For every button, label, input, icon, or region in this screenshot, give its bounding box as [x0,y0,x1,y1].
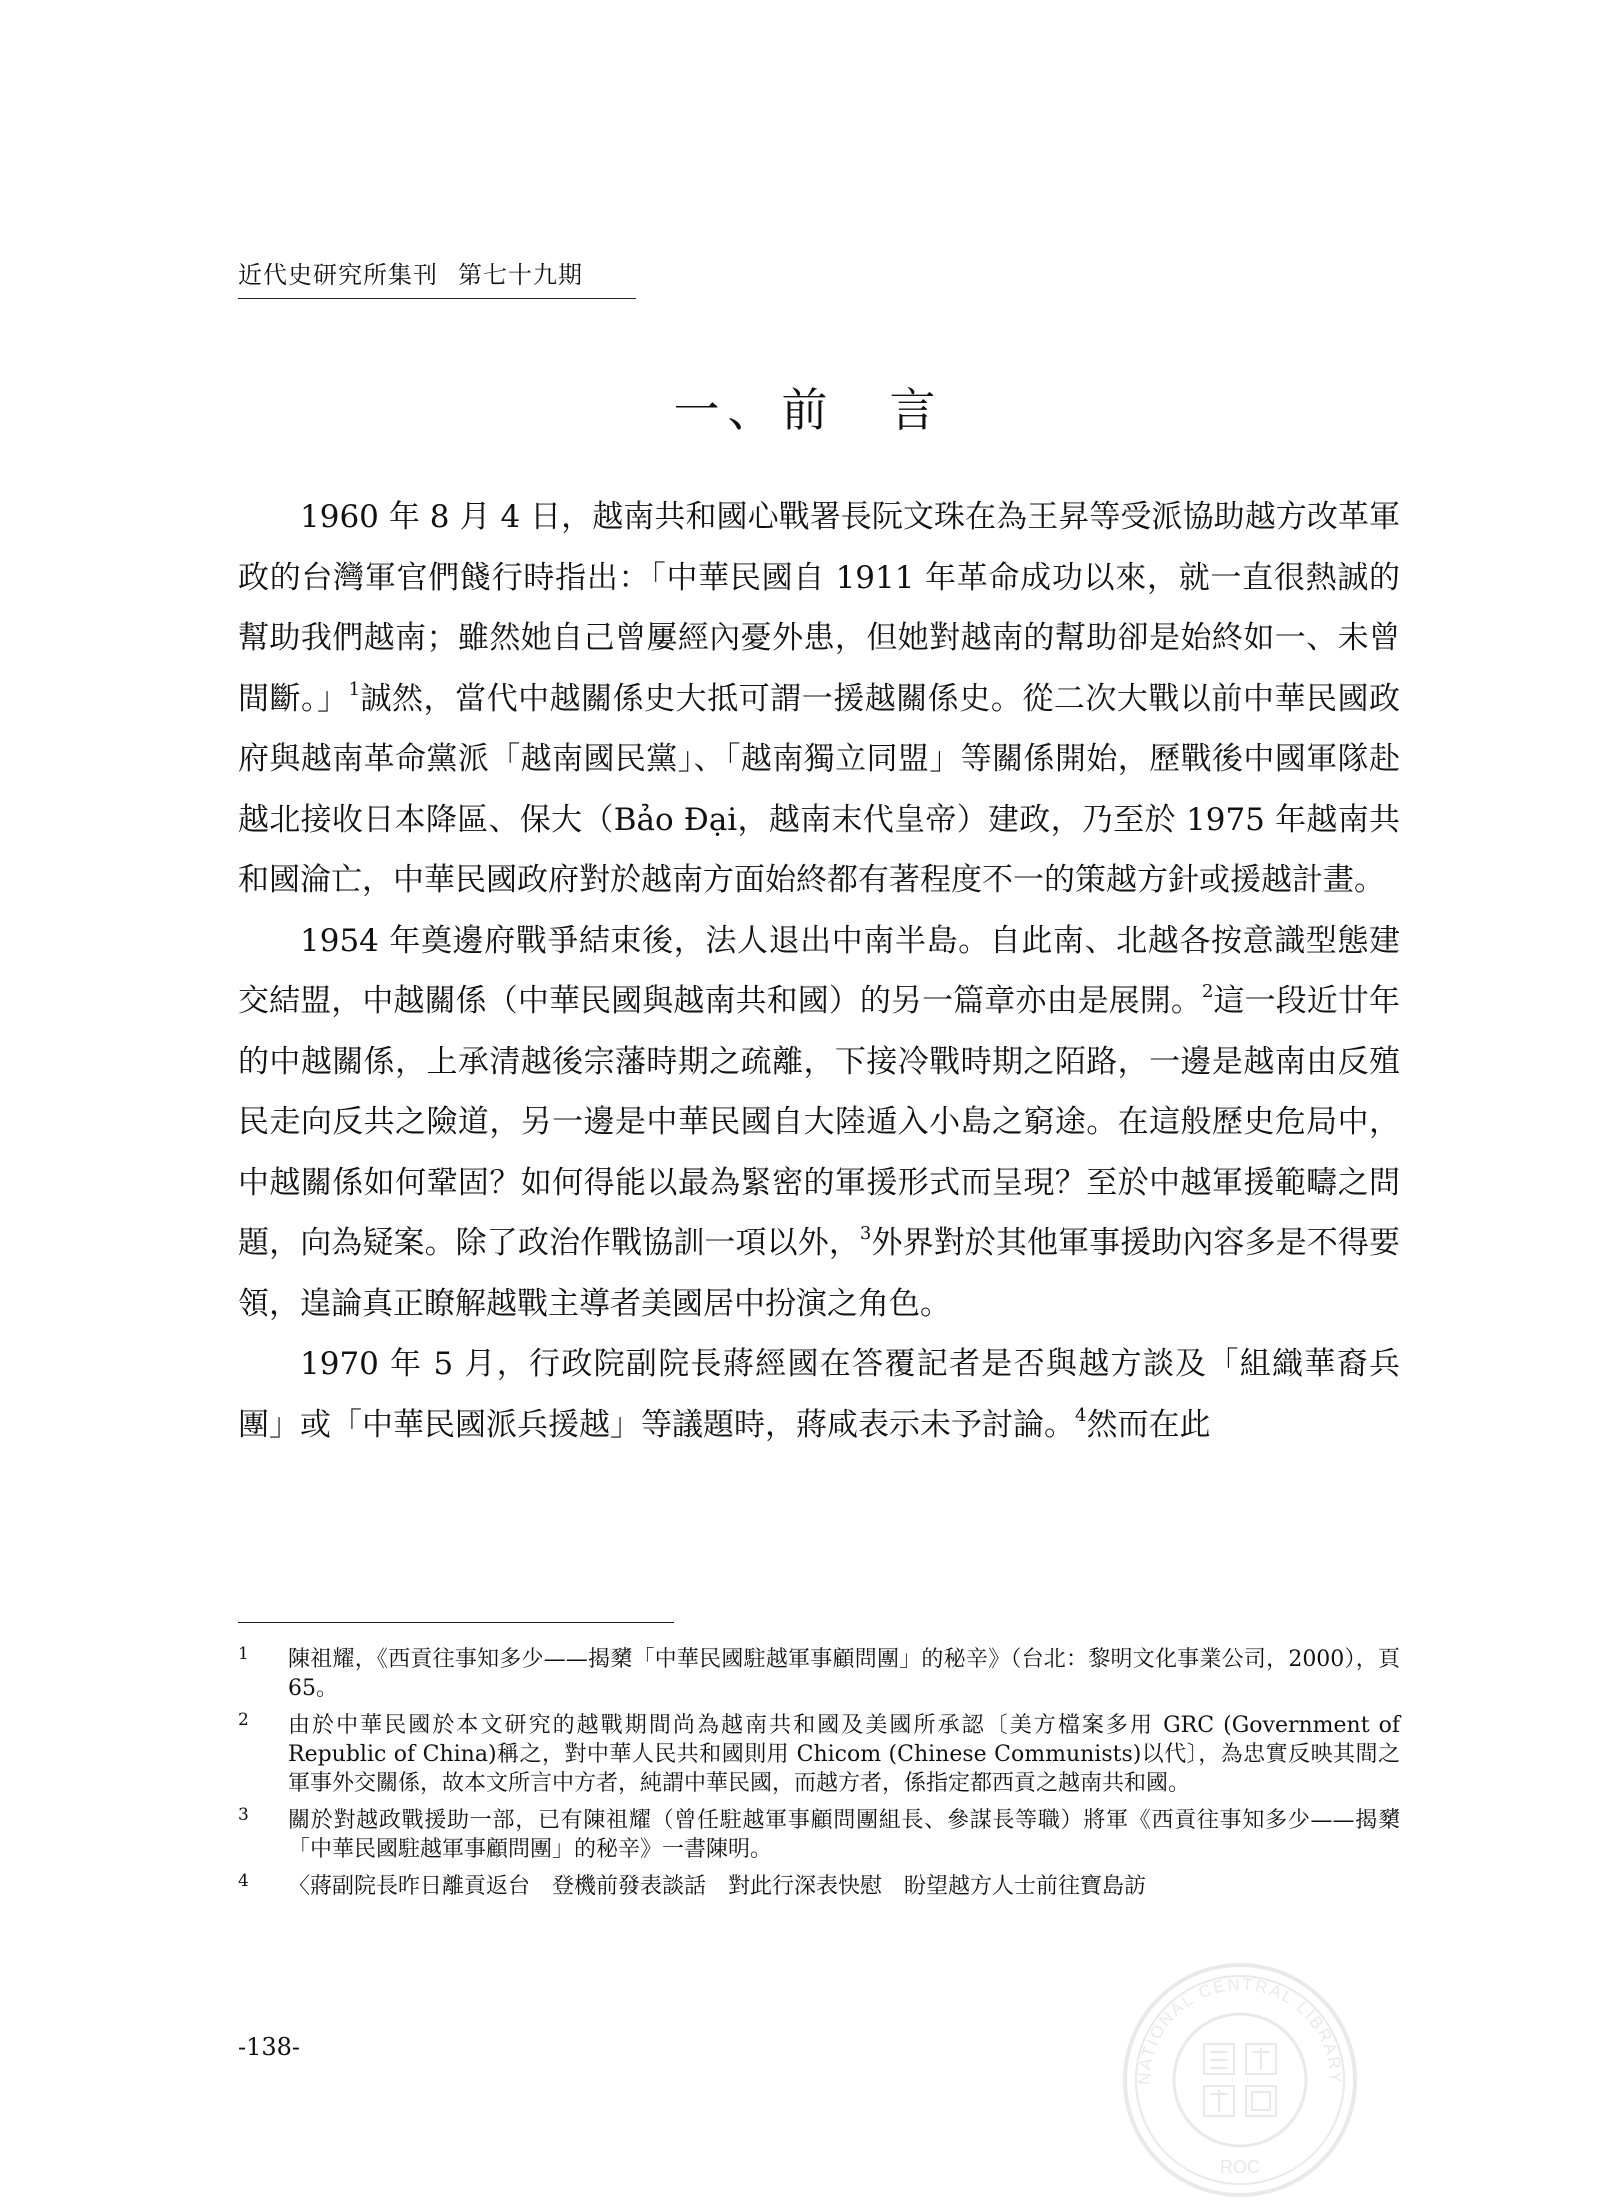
footnote-text: 由於中華民國於本文研究的越戰期間尚為越南共和國及美國所承認〔美方檔案多用 GRC (Government of Republic of China)稱之，對中華人民共和國則用 Chicom (Chinese Communists)以代〕，為忠實反映其間之軍事外交關係，故本文所言中方者，純謂中華民國，而越方者，係指定都西貢之越南共和國。 [288,1713,1400,1796]
body-text [238,487,1400,1455]
running-head [238,258,583,292]
paragraph-text: 誠然，當代中越關係史大抵可謂一援越關係史。從二次大戰以前中華民國政府與越南革命黨派「越南國民黨」、「越南獨立同盟」等關係開始，歷戰後中國軍隊赴越北接收日本降區、保大（Bảo Đại，越南末代皇帝）建政，乃至於 1975 年越南共和國淪亡，中華民國政府對於越南方面始終都有著程度不一的策越方針或援越計畫。 [238,680,1400,898]
paragraph-3 [238,1334,1400,1455]
header-rule [238,298,636,299]
paragraph-text: 然而在此 [1086,1406,1211,1443]
paragraph-text: 1954 年奠邊府戰爭結束後，法人退出中南半島。自此南、北越各按意識型態建交結盟，中越關係（中華民國與越南共和國）的另一篇章亦由是展開。 [238,922,1400,1019]
paragraph-text: 1970 年 5 月，行政院副院長蔣經國在答覆記者是否與越方談及「組織華裔兵團」或「中華民國派兵援越」等議題時，蔣咸表示未予討論。 [238,1346,1400,1443]
seal-bottom-text: ROC [1220,2157,1260,2177]
section-title: 一、前 言 [673,383,944,437]
paragraph-text: 1960 年 8 月 4 日，越南共和國心戰署長阮文珠在為王昇等受派協助越方改革軍政的台灣軍官們餞行時指出：「中華民國自 1911 年革命成功以來，就一直很熱誠的幫助我們越南；雖然她自己曾屢經內憂外患，但她對越南的幫助卻是始終如一、未曾間斷。」 [238,499,1400,717]
footnote-number: 3 [238,1805,249,1825]
footnote-item [238,1872,1400,1901]
footnote-ref[interactable]: 4 [1075,1404,1087,1426]
footnote-number: 1 [238,1644,249,1664]
paragraph-text: 這一段近廿年的中越關係，上承清越後宗藩時期之疏離，下接冷戰時期之陌路，一邊是越南由反殖民走向反共之險道，另一邊是中華民國自大陸遁入小島之窮途。在這般歷史危局中，中越關係如何鞏固？如何得能以最為緊密的軍援形式而呈現？至於中越軍援範疇之問題，向為疑案。除了政治作戰協訓一項以外， [238,983,1400,1261]
footnote-item [238,1806,1400,1864]
seal-ring-text: NATIONAL CENTRAL LIBRARY [1134,1974,1346,2085]
footnote-number: 4 [238,1871,249,1891]
issue-label: 第七十九期 [458,261,583,289]
journal-title: 近代史研究所集刊 [238,261,438,289]
footnote-ref[interactable]: 1 [348,678,361,700]
footnote-item [238,1711,1400,1798]
footnote-text: 關於對越政戰援助一部，已有陳祖耀（曾任駐越軍事顧問團組長、參謀長等職）將軍《西貢往事知多少——揭櫫「中華民國駐越軍事顧問團」的秘辛》一書陳明。 [288,1808,1400,1862]
library-seal-watermark [1120,1960,1360,2200]
paragraph-1 [238,487,1400,911]
footnote-text: 〈蔣副院長昨日離貢返台 登機前發表談話 對此行深表快慰 盼望越方人士前往寶島訪 [288,1874,1147,1899]
page-number: -138- [238,2033,301,2061]
footnote-ref[interactable]: 2 [1201,981,1214,1002]
paragraph-text: 外界對於其他軍事援助內容多是不得要領，遑論真正瞭解越戰主導者美國居中扮演之角色。 [238,1225,1401,1322]
footnote-text: 陳祖耀，《西貢往事知多少——揭櫫「中華民國駐越軍事顧問團」的秘辛》（台北：黎明文化事業公司，2000），頁 65。 [288,1647,1400,1701]
footnote-number: 2 [238,1710,249,1730]
paragraph-2 [238,911,1400,1335]
footnote-rule [238,1622,674,1623]
footnote-item [238,1645,1400,1703]
footnote-ref[interactable]: 3 [859,1223,872,1244]
footnotes [238,1645,1400,1909]
